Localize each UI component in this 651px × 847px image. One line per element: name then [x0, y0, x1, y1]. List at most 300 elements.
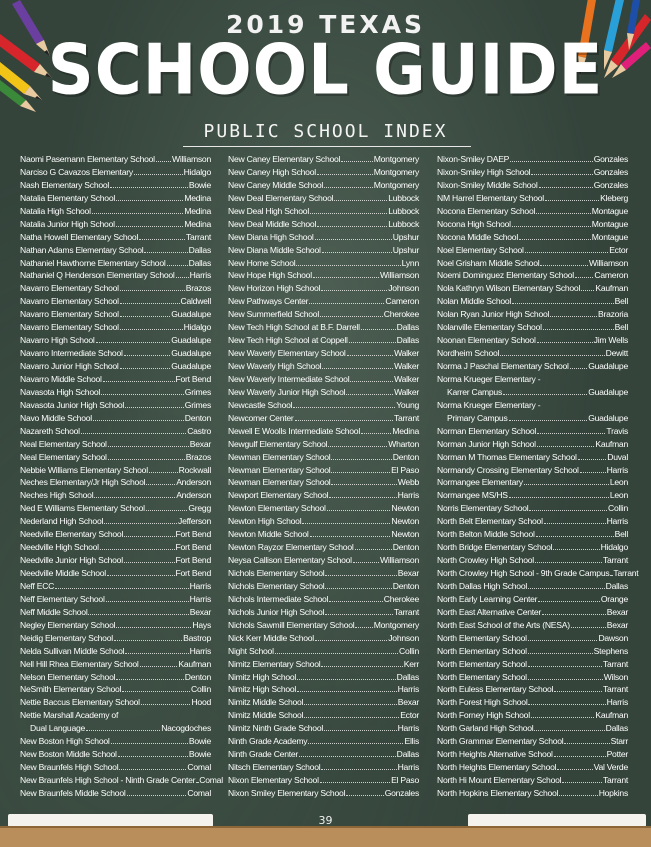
index-column-2: [228, 153, 419, 800]
school-name: North Crowley High School: [437, 555, 534, 566]
county-name: Williamson: [171, 154, 211, 164]
county-name: Denton: [184, 412, 211, 423]
county-name: Fort Bend: [175, 373, 211, 384]
county-name: Fort Bend: [175, 529, 211, 540]
index-entry: [228, 489, 419, 502]
dot-leader: [81, 425, 186, 434]
county-name: Dallas: [396, 335, 419, 346]
county-name: Bexar: [606, 606, 628, 617]
county-name: Gonzales: [384, 787, 419, 798]
index-entry: [437, 761, 628, 774]
county-name: Bastrop: [183, 632, 211, 643]
dot-leader: [275, 645, 398, 654]
county-name: Denton: [392, 451, 419, 462]
county-name: Johnson: [388, 632, 419, 643]
school-name: Nimitz High School: [228, 684, 297, 695]
index-entry: [20, 373, 211, 386]
school-name: Newman Elementary School: [228, 451, 331, 462]
school-name: Natalia Elementary School: [20, 192, 116, 203]
dot-leader: [559, 787, 597, 796]
index-entry: [437, 153, 628, 166]
county-name: Lubbock: [388, 205, 419, 216]
index-entry: [20, 295, 211, 308]
index-entry: [437, 632, 628, 645]
dot-leader: [544, 515, 606, 524]
index-entry: [228, 722, 419, 735]
county-name: Orange: [600, 593, 628, 604]
county-name: Tarrant: [394, 606, 419, 617]
dot-leader: [355, 541, 392, 550]
index-entry: [228, 554, 419, 567]
school-name: Nocona Elementary School: [437, 205, 536, 216]
dot-leader: [578, 451, 607, 460]
page-title: SCHOOL GUIDE: [47, 31, 604, 111]
school-name: Norman Elementary School: [437, 425, 537, 436]
dot-leader: [341, 153, 373, 162]
school-name: NM Harrel Elementary School: [437, 192, 544, 203]
dot-leader: [125, 645, 188, 654]
index-entry: [228, 360, 419, 373]
dot-leader: [324, 722, 397, 731]
county-name: Dallas: [605, 580, 628, 591]
school-name: New Summerfield School: [228, 309, 319, 320]
county-name: Travis: [606, 425, 628, 436]
dot-leader: [509, 489, 609, 498]
index-entry: [228, 645, 419, 658]
county-name: Anderson: [176, 490, 211, 501]
school-name: North Bridge Elementary School: [437, 542, 553, 553]
dot-leader: [329, 489, 396, 498]
school-name: Nathan Adams Elementary School: [20, 244, 144, 255]
school-name: North Garland High School: [437, 723, 534, 734]
chalk-tray: [0, 826, 651, 847]
index-entry: [20, 231, 211, 244]
county-name: Hidalgo: [183, 322, 211, 333]
school-name: Nitsch Elementary School: [228, 762, 321, 773]
index-entry: [437, 308, 628, 321]
school-name: Navarro Elementary School: [20, 283, 119, 294]
county-name: Guadalupe: [588, 386, 628, 397]
dot-leader: [361, 425, 391, 434]
school-name: New Tech High School at Coppell: [228, 335, 348, 346]
school-name: Noel Grisham Middle School: [437, 257, 540, 268]
school-name: New Deal High School: [228, 205, 309, 216]
index-entry: [228, 244, 419, 257]
county-name: Hood: [191, 697, 211, 708]
county-name: Montague: [591, 205, 628, 216]
index-entry: [228, 438, 419, 451]
index-column-1: [20, 153, 223, 800]
school-name: Nichols Intermediate School: [228, 593, 329, 604]
index-entry: [228, 593, 419, 606]
school-name: Newgulf Elementary School: [228, 438, 328, 449]
school-name: Newton Middle School: [228, 529, 309, 540]
school-name: Nathaniel Hawthorne Elementary School: [20, 257, 166, 268]
dot-leader: [355, 619, 372, 628]
school-name: North Early Learning Center: [437, 593, 538, 604]
county-name: Kaufman: [595, 283, 628, 294]
county-name: Denton: [184, 671, 211, 682]
index-entry: [20, 580, 211, 593]
school-name: Nash Elementary School: [20, 179, 110, 190]
county-name: El Paso: [391, 775, 419, 785]
dot-leader: [120, 295, 180, 304]
school-name: New Diana Middle School: [228, 244, 321, 255]
index-entry: [20, 632, 211, 645]
school-name: New Deal Elementary School: [228, 192, 334, 203]
dot-leader: [116, 619, 191, 628]
dot-leader: [349, 334, 396, 343]
school-name: Natha Howell Elementary School: [20, 231, 139, 242]
dot-leader: [320, 774, 390, 783]
index-entry: [228, 735, 419, 748]
school-name: New Hope High School: [228, 270, 312, 281]
county-name: Bexar: [397, 568, 419, 578]
index-entry: [228, 295, 419, 308]
dot-leader: [111, 735, 188, 744]
index-entry: [437, 192, 628, 205]
index-entry: [20, 541, 211, 554]
county-name: Dallas: [396, 671, 419, 682]
county-name: Walker: [394, 373, 419, 384]
index-entry: [437, 205, 628, 218]
school-name: New Deal Middle School: [228, 218, 317, 229]
school-name: Nixon Elementary School: [228, 775, 319, 785]
county-name: Leon: [609, 477, 628, 488]
county-name: Comal: [187, 762, 211, 773]
school-name: Primary Campus: [447, 412, 508, 423]
county-name: Bexar: [189, 606, 211, 617]
county-name: Nacogdoches: [161, 723, 211, 734]
dot-leader: [538, 593, 600, 602]
school-name: North Forest High School: [437, 697, 528, 708]
school-name: Normangee MS/HS: [437, 490, 508, 501]
school-name: North Grammar Elementary School: [437, 736, 564, 747]
index-entry: [437, 179, 628, 192]
dot-leader: [100, 541, 175, 550]
index-entry: [437, 567, 639, 580]
school-name: North Heights Alternative School: [437, 749, 553, 760]
county-name: Grimes: [184, 386, 211, 397]
index-entry: [437, 451, 628, 464]
subtitle-underline: [183, 146, 471, 147]
county-name: Williamson: [588, 257, 628, 268]
index-entry: [20, 683, 211, 696]
index-entry: [437, 606, 628, 619]
index-entry: [437, 373, 628, 386]
index-entry: [437, 787, 628, 800]
dot-leader: [104, 515, 177, 524]
index-entry: [228, 179, 419, 192]
index-entry: [437, 257, 628, 270]
county-name: Bowie: [188, 749, 211, 760]
county-name: Walker: [394, 361, 419, 371]
index-entry: [437, 580, 628, 593]
dot-leader: [116, 218, 184, 227]
dot-leader: [86, 722, 160, 731]
county-name: Gregg: [188, 503, 211, 514]
index-entry: [437, 774, 628, 787]
school-name: Norris Elementary School: [437, 503, 529, 514]
county-name: Caldwell: [180, 296, 211, 307]
index-entry: [228, 696, 419, 709]
dot-leader: [320, 308, 383, 317]
dot-leader: [103, 373, 175, 382]
index-entry: [20, 567, 211, 580]
county-name: Montague: [591, 218, 628, 229]
county-name: Potter: [606, 749, 628, 760]
county-name: Kaufman: [178, 658, 211, 669]
county-name: Collin: [608, 503, 628, 514]
index-entry: [20, 645, 211, 658]
index-entry: [437, 425, 628, 438]
index-entry: [20, 166, 211, 179]
index-entry: [437, 696, 628, 709]
county-name: Montague: [591, 231, 628, 242]
school-name: Nolan Ryan Junior High School: [437, 309, 550, 320]
page-number: 39: [318, 814, 333, 827]
school-name: Natalia High School: [20, 205, 91, 216]
dot-leader: [55, 580, 188, 589]
dot-leader: [124, 528, 174, 537]
dot-leader: [94, 489, 175, 498]
index-entry: [437, 515, 628, 528]
dot-leader: [537, 438, 595, 447]
index-entry: [20, 205, 211, 218]
dot-leader: [509, 412, 588, 421]
school-name: Newton Elementary School: [228, 503, 326, 514]
dot-leader: [564, 735, 609, 744]
dot-leader: [554, 748, 606, 757]
school-name: Neysa Callison Elementary School: [228, 555, 352, 566]
index-entry: [437, 489, 628, 502]
school-name: Nolan Middle School: [437, 296, 512, 307]
dot-leader: [528, 580, 605, 589]
index-entry: [20, 489, 211, 502]
county-name: Montgomery: [373, 166, 419, 177]
index-entry: [20, 257, 211, 270]
index-entry: [437, 321, 628, 334]
school-name: Night School: [228, 645, 274, 656]
school-name: Nimitz Middle School: [228, 697, 304, 708]
county-name: Guadalupe: [588, 361, 628, 371]
school-name: Needville Elementary School: [20, 529, 124, 540]
index-entry: [228, 567, 419, 580]
county-name: Dallas: [396, 322, 419, 333]
school-name: Newcastle School: [228, 399, 293, 410]
dot-leader: [309, 295, 384, 304]
dot-leader: [321, 761, 396, 770]
index-entry: [437, 735, 628, 748]
school-name: Nathaniel Q Henderson Elementary School: [20, 270, 175, 281]
index-entry: [228, 412, 419, 425]
school-name: Nebbie Williams Elementary School: [20, 464, 148, 475]
index-entry: [437, 476, 628, 489]
index-entry: [228, 153, 419, 166]
index-entry: [20, 347, 211, 360]
county-name: Jim Wells: [593, 335, 628, 346]
school-name: North East Alternative Center: [437, 606, 542, 617]
index-entry: [20, 360, 211, 373]
county-name: Brazoria: [598, 309, 628, 320]
index-column-3: [437, 153, 639, 800]
county-name: Newton: [391, 516, 419, 527]
dot-leader: [528, 645, 593, 654]
county-name: Montgomery: [373, 179, 419, 190]
index-entry: [20, 619, 211, 632]
school-name: Nederland High School: [20, 516, 104, 527]
dot-leader: [325, 567, 396, 576]
index-entry: [228, 709, 419, 722]
index-entry: [228, 464, 419, 477]
school-name: Nell Hill Rhea Elementary School: [20, 658, 139, 669]
index-entry: [437, 722, 628, 735]
county-name: Guadalupe: [588, 412, 628, 423]
dot-leader: [317, 166, 373, 175]
county-name: Harris: [189, 580, 211, 591]
school-name: North Heights Elementary School: [437, 762, 557, 773]
school-name: Nolanville Elementary School: [437, 322, 542, 333]
school-name: Nichols Junior High School: [228, 606, 325, 617]
index-entry: [228, 205, 419, 218]
school-name: Navarro Intermediate School: [20, 348, 123, 359]
dot-leader: [329, 593, 382, 602]
school-name: Ninth Grade Center: [228, 749, 299, 760]
county-name: Collin: [191, 684, 211, 695]
dot-leader: [317, 218, 387, 227]
index-entry: [228, 515, 419, 528]
dot-leader: [347, 347, 394, 356]
school-name: Nichols Elementary School: [228, 568, 325, 578]
county-name: Harris: [189, 645, 211, 656]
county-name: Guadalupe: [171, 348, 211, 359]
index-entry: [228, 373, 419, 386]
dot-leader: [293, 399, 395, 408]
index-entry: [437, 347, 628, 360]
section-subtitle: PUBLIC SCHOOL INDEX: [203, 121, 448, 142]
dot-leader: [557, 761, 592, 770]
dot-leader: [545, 192, 599, 201]
school-name: Newton Rayzor Elementary School: [228, 542, 354, 553]
county-name: Wharton: [388, 438, 419, 449]
school-name: Newton High School: [228, 516, 302, 527]
dot-leader: [328, 438, 387, 447]
dot-leader: [304, 696, 397, 705]
county-name: Medina: [184, 205, 211, 216]
county-name: Harris: [189, 270, 211, 281]
county-name: Bell: [614, 322, 628, 333]
county-name: Denton: [392, 580, 419, 591]
index-entry: [228, 541, 419, 554]
school-name: Nixon-Smiley Middle School: [437, 179, 538, 190]
county-name: Dawson: [598, 632, 628, 643]
index-entry: [228, 399, 419, 412]
index-entry: [437, 683, 628, 696]
county-name: Guadalupe: [171, 361, 211, 371]
dot-leader: [101, 386, 184, 395]
dot-leader: [315, 231, 392, 240]
dot-leader: [325, 606, 393, 615]
county-name: Kleberg: [600, 192, 628, 203]
index-entry: [228, 269, 419, 282]
dot-leader: [331, 476, 396, 485]
school-name: Narciso G Cavazos Elementary: [20, 166, 133, 177]
dot-leader: [325, 580, 391, 589]
dot-leader: [118, 748, 188, 757]
school-name: Neal Elementary School: [20, 438, 107, 449]
index-entry: [437, 464, 628, 477]
school-name: Nimitz Middle School: [228, 710, 304, 721]
county-name: Montgomery: [373, 619, 419, 630]
index-entry: [437, 166, 628, 179]
index-entry: [228, 632, 419, 645]
index-entry: [437, 399, 628, 412]
index-entry: [228, 308, 419, 321]
index-entry: [20, 399, 211, 412]
dot-leader: [120, 282, 185, 291]
county-name: Grimes: [184, 399, 211, 410]
school-name: Newport Elementary School: [228, 490, 329, 501]
index-entry: [20, 192, 211, 205]
county-name: Guadalupe: [171, 335, 211, 346]
index-entry: [20, 593, 211, 606]
school-name: Noel Elementary School: [437, 244, 524, 255]
county-name: Young: [396, 399, 419, 410]
school-name: Nola Kathryn Wilson Elementary School: [437, 283, 581, 294]
dot-leader: [554, 683, 602, 692]
dot-leader: [114, 632, 182, 641]
index-entry: [20, 696, 211, 709]
index-entry: [20, 748, 211, 761]
dot-leader: [308, 735, 403, 744]
index-entry: [228, 282, 419, 295]
school-name: Norma Krueger Elementary -: [437, 399, 541, 410]
dot-leader: [122, 683, 190, 692]
dot-leader: [304, 709, 399, 718]
dot-leader: [107, 567, 175, 576]
dot-leader: [139, 231, 185, 240]
dot-leader: [310, 205, 387, 214]
school-name: NeSmith Elementary School: [20, 684, 122, 695]
county-name: Medina: [392, 425, 419, 436]
index-entry: [228, 334, 419, 347]
school-name: Nettie Marshall Academy of: [20, 710, 119, 721]
index-entry: [437, 218, 628, 231]
dot-leader: [570, 360, 587, 369]
county-name: Johnson: [388, 283, 419, 294]
county-name: Williamson: [379, 270, 419, 281]
county-name: Tarrant: [613, 568, 639, 578]
school-name: North Hopkins Elementary School: [437, 787, 559, 798]
index-entry: [437, 334, 628, 347]
school-name: Nichols Sawmill Elementary School: [228, 619, 355, 630]
school-name: Needville Middle School: [20, 568, 106, 578]
dot-leader: [321, 658, 402, 667]
school-name: Nixon-Smiley High School: [437, 166, 531, 177]
county-name: Bell: [614, 296, 628, 307]
index-entry: [228, 606, 419, 619]
dot-leader: [510, 153, 593, 162]
index-entry: [437, 386, 628, 399]
dot-leader: [295, 412, 394, 421]
county-name: Starr: [610, 736, 628, 747]
index-entry: [437, 709, 628, 722]
school-name: Navarro Elementary School: [20, 322, 119, 333]
dot-leader: [146, 476, 175, 485]
index-entry: [437, 593, 628, 606]
county-name: Tarrant: [603, 555, 628, 566]
dot-leader: [531, 709, 594, 718]
